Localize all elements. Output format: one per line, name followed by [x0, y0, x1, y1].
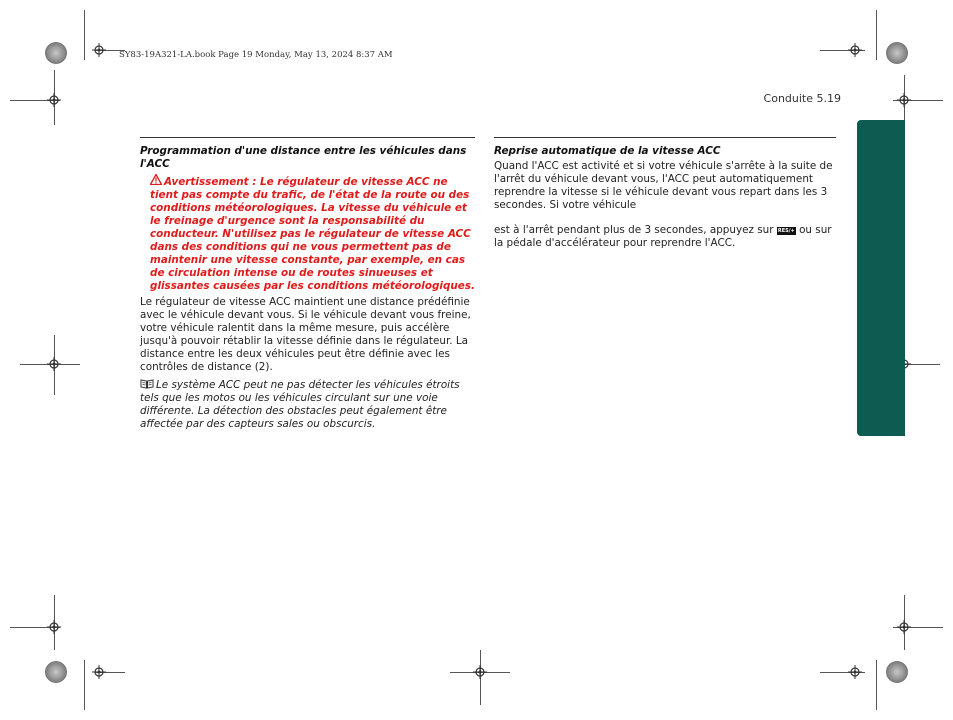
- registration-target-icon: [897, 93, 911, 107]
- crop-mark: [84, 660, 85, 710]
- note-text: Le système ACC peut ne pas détecter les véhicules étroits tels que les motos ou les véhicules circulant sur une voie différente. La détection des obstacles peut également être affectée par des capteurs sales ou obscurcis.: [140, 379, 460, 430]
- warning-text: Avertissement : Le régulateur de vitesse ACC ne tient pas compte du trafic, de l'état de la route ou des conditions météorologiques. La vitesse du véhicule et le freinage d'urgence sont la responsabilité du conducteur. N'utilisez pas le régulateur de vitesse ACC dans des conditions qui ne vous permettent pas de maintenir une vitesse constante, par exemple, en cas de circulation intense ou de routes sinueuses et glissantes causées par les conditions météorologiques.: [150, 176, 475, 292]
- registration-target-icon: [848, 665, 862, 679]
- registration-target-icon: [47, 620, 61, 634]
- paragraph-text: est à l'arrêt pendant plus de 3 secondes, appuyez sur: [494, 224, 774, 236]
- left-column: [140, 145, 476, 431]
- color-blob-icon: [45, 661, 67, 683]
- book-info-header: SY83-19A321-LA.book Page 19 Monday, May 13, 2024 8:37 AM: [119, 50, 393, 60]
- paragraph-text: ou sur la pédale d'accélérateur pour reprendre l'ACC.: [494, 224, 832, 249]
- right-column-rule: [494, 137, 836, 138]
- section-heading: Programmation d'une distance entre les véhicules dans l'ACC: [140, 145, 467, 170]
- registration-target-icon: [848, 43, 862, 57]
- color-blob-icon: [886, 661, 908, 683]
- section-heading: Reprise automatique de la vitesse ACC: [494, 145, 721, 157]
- page-label: Conduite 5.19: [763, 92, 841, 105]
- chapter-tab: [857, 120, 905, 436]
- crop-mark: [876, 660, 877, 710]
- registration-target-icon: [897, 620, 911, 634]
- registration-target-icon: [47, 357, 61, 371]
- right-column: [494, 145, 836, 250]
- warning-triangle-icon: [150, 174, 162, 185]
- crop-mark: [84, 10, 85, 60]
- note-block: [140, 379, 476, 431]
- left-column-rule: [140, 137, 475, 138]
- color-blob-icon: [886, 42, 908, 64]
- crop-mark: [876, 10, 877, 60]
- body-paragraph: Le régulateur de vitesse ACC maintient une distance prédéfinie avec le véhicule devant vous. Si le véhicule devant vous freine, votre véhicule ralentit dans la même mesure, puis accélère jusqu'à pouvoir rétablir la vitesse définie dans le régulateur. La distance entre les deux véhicules peut être définie avec les contrôles de distance (2).: [140, 296, 471, 373]
- body-paragraph: [494, 224, 836, 250]
- registration-target-icon: [92, 665, 106, 679]
- registration-target-icon: [47, 93, 61, 107]
- color-blob-icon: [45, 42, 67, 64]
- warning-block: [140, 174, 476, 293]
- registration-target-icon: [473, 665, 487, 679]
- book-icon: [140, 379, 154, 389]
- res-button-icon: RES/+: [777, 228, 795, 234]
- registration-target-icon: [92, 43, 106, 57]
- body-paragraph: Quand l'ACC est activité et si votre véhicule s'arrête à la suite de l'arrêt du véhicule devant vous, l'ACC peut automatiquement reprendre la vitesse si le véhicule devant vous repart dans les 3 secondes. Si votre véhicule: [494, 160, 833, 211]
